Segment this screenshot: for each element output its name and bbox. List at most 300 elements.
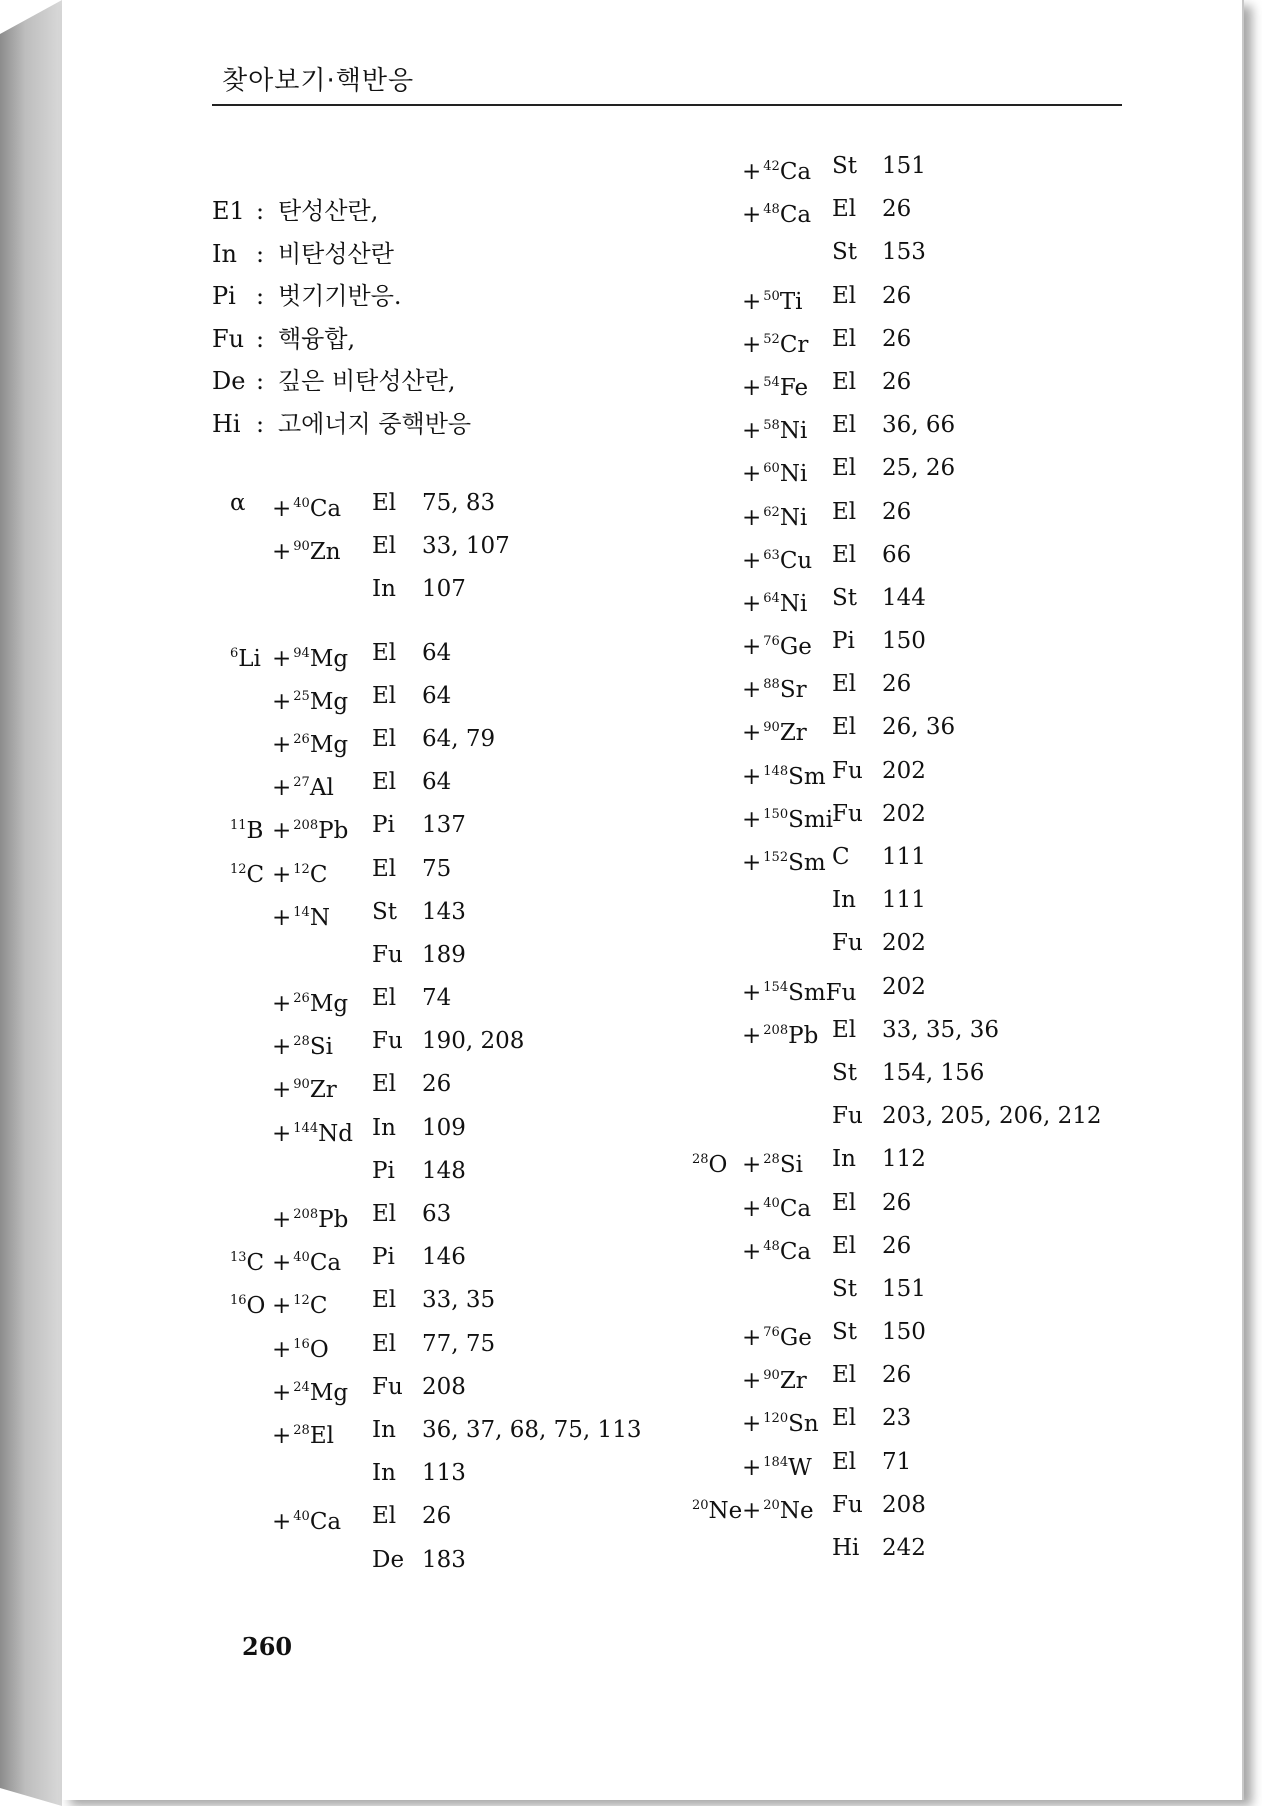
target-symbol: Ne	[779, 1497, 814, 1524]
page-references: 63	[422, 1201, 452, 1227]
plus-sign: +	[272, 1077, 292, 1104]
projectile-nucleus	[692, 1138, 727, 1187]
target-nucleus	[742, 1138, 803, 1187]
target-symbol: Cu	[779, 547, 813, 574]
projectile-symbol: Li	[238, 645, 261, 672]
reaction-type: In	[372, 1460, 396, 1487]
page-references: 151	[882, 1275, 926, 1302]
plus-sign: +	[272, 904, 292, 931]
page-references: 113	[422, 1460, 466, 1487]
plus-sign: +	[742, 504, 762, 531]
page-references: 75	[422, 855, 452, 882]
target-nucleus	[742, 1225, 811, 1274]
projectile-symbol: C	[246, 1250, 265, 1277]
page-references: 148	[422, 1157, 466, 1184]
page-references: 26	[882, 1232, 912, 1259]
legend-code: E1	[212, 197, 245, 225]
reaction-type: C	[832, 844, 850, 870]
target-nucleus	[742, 361, 808, 410]
reaction-type: De	[372, 1546, 405, 1573]
reaction-type: Fu	[372, 1028, 403, 1055]
page-references: 202	[882, 800, 926, 827]
reaction-type: Fu	[832, 1103, 863, 1130]
target-symbol: Al	[309, 775, 334, 802]
target-nucleus	[742, 404, 807, 453]
target-nucleus	[742, 750, 826, 799]
plus-sign: +	[742, 720, 762, 747]
target-mass-number: 150	[763, 806, 789, 822]
target-nucleus	[272, 1063, 337, 1112]
target-nucleus	[742, 1354, 807, 1403]
plus-sign: +	[742, 288, 762, 315]
page-references: 203, 205, 206, 212	[882, 1103, 1102, 1130]
target-mass-number: 40	[293, 496, 310, 511]
target-mass-number: 208	[293, 818, 319, 834]
page-references: 26, 36	[882, 714, 956, 741]
page-references: 109	[422, 1114, 466, 1141]
legend-separator: :	[256, 239, 265, 268]
target-nucleus	[272, 718, 348, 767]
target-symbol: Ni	[779, 461, 808, 488]
target-mass-number: 12	[293, 861, 310, 877]
projectile-mass-number: 6	[230, 645, 239, 661]
plus-sign: +	[742, 763, 762, 790]
book-page	[62, 0, 1244, 1800]
reaction-type: El	[832, 714, 857, 741]
page-references: 208	[422, 1373, 466, 1400]
target-mass-number: 184	[763, 1454, 789, 1470]
target-nucleus	[272, 1107, 353, 1156]
plus-sign: +	[742, 1368, 762, 1395]
reaction-type: St	[372, 898, 397, 925]
plus-sign: +	[742, 979, 762, 1006]
target-nucleus	[742, 1484, 814, 1533]
target-nucleus	[742, 145, 811, 194]
page-references: 107	[422, 576, 466, 603]
plus-sign: +	[742, 1152, 762, 1179]
reaction-type: St	[832, 1319, 857, 1346]
projectile-mass-number: 20	[692, 1497, 709, 1513]
reaction-type: Fu	[832, 1491, 863, 1518]
reaction-type: El	[832, 455, 857, 482]
page-references: 74	[422, 985, 452, 1012]
target-nucleus	[742, 1441, 812, 1490]
target-nucleus	[742, 188, 811, 237]
reaction-type: El	[832, 368, 857, 395]
reaction-type: El	[832, 1362, 857, 1389]
legend-row	[212, 360, 471, 403]
target-nucleus	[742, 577, 807, 626]
plus-sign: +	[742, 1195, 762, 1222]
projectile-symbol: α	[230, 490, 246, 516]
target-mass-number: 64	[763, 590, 780, 606]
target-nucleus	[272, 1279, 327, 1328]
plus-sign: +	[742, 634, 762, 661]
target-mass-number: 152	[763, 850, 789, 865]
reaction-type: El	[372, 490, 397, 516]
legend-description: 핵융합,	[278, 324, 356, 353]
target-symbol: Mg	[309, 731, 349, 758]
target-mass-number: 63	[763, 547, 780, 563]
target-symbol: Ti	[779, 288, 803, 315]
reaction-type: El	[832, 282, 857, 309]
plus-sign: +	[272, 688, 292, 715]
target-nucleus	[742, 491, 807, 540]
plus-sign: +	[272, 1034, 292, 1061]
reaction-type: Pi	[832, 628, 855, 655]
target-symbol: Sm	[788, 763, 826, 790]
target-mass-number: 90	[763, 720, 780, 736]
target-symbol: Zr	[779, 720, 807, 747]
target-symbol: Mg	[309, 991, 349, 1018]
target-nucleus	[272, 1366, 348, 1415]
target-mass-number: 26	[293, 731, 310, 747]
target-symbol: Ca	[779, 202, 812, 229]
target-symbol: Si	[779, 1152, 803, 1179]
page-references: 71	[882, 1448, 912, 1475]
plus-sign: +	[272, 645, 292, 672]
target-mass-number: 16	[293, 1336, 310, 1352]
plus-sign: +	[272, 818, 292, 845]
legend-separator: :	[256, 324, 265, 353]
projectile-symbol: Ne	[708, 1497, 743, 1524]
page-references: 146	[422, 1244, 466, 1271]
target-mass-number: 48	[763, 1238, 780, 1254]
plus-sign: +	[272, 861, 292, 888]
page-references: 26	[882, 671, 912, 698]
target-mass-number: 26	[293, 991, 310, 1007]
page-references: 75, 83	[422, 490, 496, 516]
reaction-type: In	[832, 1146, 856, 1173]
target-symbol: Ca	[309, 1509, 342, 1536]
target-symbol: Zn	[309, 539, 341, 566]
target-mass-number: 24	[293, 1379, 310, 1395]
legend-code: Hi	[212, 409, 241, 438]
target-symbol: Pb	[788, 1022, 819, 1049]
reaction-type: In	[372, 1114, 396, 1141]
target-nucleus	[272, 675, 348, 724]
reaction-type: Fu	[372, 941, 403, 968]
reaction-type: El	[372, 1201, 397, 1227]
target-nucleus	[272, 1236, 341, 1285]
page-references: 64	[422, 682, 452, 709]
page-references: 242	[882, 1535, 926, 1561]
target-mass-number: 40	[293, 1509, 310, 1525]
reaction-type: El	[372, 769, 397, 796]
projectile-nucleus	[692, 1484, 742, 1533]
page-number: 260	[242, 1632, 293, 1661]
reaction-type: El	[372, 725, 397, 752]
projectile-mass-number: 16	[230, 1293, 247, 1309]
legend-row	[212, 190, 471, 233]
reaction-type: El	[372, 855, 397, 882]
page-references: 26	[882, 1362, 912, 1389]
target-mass-number: 90	[763, 1368, 780, 1384]
page-references: 137	[422, 812, 466, 839]
plus-sign: +	[742, 1411, 762, 1438]
projectile-nucleus	[230, 482, 246, 525]
target-symbol: Si	[309, 1034, 333, 1061]
plus-sign: +	[742, 1497, 762, 1524]
plus-sign: +	[272, 775, 292, 802]
target-nucleus	[742, 534, 812, 583]
target-mass-number: 28	[293, 1034, 310, 1050]
reaction-type: El	[372, 1503, 397, 1530]
legend-code: Fu	[212, 324, 245, 353]
target-nucleus	[272, 1020, 333, 1069]
target-symbol: Zr	[779, 1368, 807, 1395]
reaction-type: El	[832, 412, 857, 439]
reaction-type: El	[832, 1189, 857, 1216]
target-nucleus	[742, 275, 803, 324]
book-edge	[0, 0, 62, 1806]
target-nucleus	[742, 706, 807, 755]
plus-sign: +	[272, 1293, 292, 1320]
reaction-type: El	[832, 671, 857, 698]
page-references: 25, 26	[882, 455, 956, 482]
target-mass-number: 52	[763, 331, 780, 347]
page-references: 33, 35, 36	[882, 1016, 1000, 1043]
reaction-type: El	[372, 1330, 397, 1357]
target-symbol: C	[309, 861, 328, 888]
projectile-mass-number: 11	[230, 818, 247, 834]
target-mass-number: 14	[293, 904, 310, 920]
target-mass-number: 76	[763, 1325, 780, 1341]
reaction-type: El	[832, 196, 857, 223]
plus-sign: +	[742, 547, 762, 574]
plus-sign: +	[742, 1238, 762, 1265]
legend-description: 벗기기반응.	[278, 282, 402, 310]
page-references: 151	[882, 153, 926, 179]
page-references: 150	[882, 1319, 926, 1346]
target-nucleus	[272, 977, 348, 1026]
reaction-type: El	[832, 1405, 857, 1432]
target-nucleus	[742, 663, 807, 712]
reaction-type: El	[832, 1232, 857, 1259]
page-references: 26	[882, 368, 912, 395]
target-symbol: Fe	[779, 374, 809, 401]
target-mass-number: 27	[293, 775, 310, 791]
page-references: 33, 35	[422, 1287, 496, 1314]
reaction-type: El	[372, 682, 397, 709]
reaction-type: Fu	[372, 1373, 403, 1400]
target-nucleus	[272, 848, 327, 897]
page-references: 77, 75	[422, 1330, 496, 1357]
page-references: 64	[422, 639, 452, 666]
reaction-type: El	[832, 325, 857, 352]
reaction-type: El	[372, 639, 397, 666]
target-mass-number: 40	[293, 1250, 310, 1266]
page-references: 202	[882, 973, 926, 1000]
page-references: 190, 208	[422, 1028, 525, 1055]
target-nucleus	[272, 1323, 329, 1372]
target-symbol: SmFu	[788, 979, 857, 1006]
target-symbol: Ca	[309, 496, 342, 522]
target-symbol: Mg	[309, 1379, 349, 1406]
page-references: 26	[882, 1189, 912, 1216]
legend	[212, 190, 471, 445]
page-references: 202	[882, 757, 926, 784]
plus-sign: +	[272, 1379, 292, 1406]
projectile-symbol: C	[246, 861, 265, 888]
page-references: 189	[422, 941, 466, 968]
target-symbol: Cr	[779, 331, 809, 358]
target-mass-number: 50	[763, 288, 780, 304]
plus-sign: +	[742, 677, 762, 704]
target-symbol: Ni	[779, 590, 808, 617]
target-symbol: Smi	[788, 806, 834, 833]
plus-sign: +	[742, 1454, 762, 1481]
target-mass-number: 40	[763, 1195, 780, 1211]
target-mass-number: 144	[293, 1120, 319, 1136]
plus-sign: +	[742, 590, 762, 617]
reaction-type: St	[832, 239, 857, 266]
target-nucleus	[272, 1495, 341, 1544]
plus-sign: +	[272, 1422, 292, 1449]
header-rule	[212, 104, 1122, 106]
target-nucleus	[272, 891, 330, 940]
page-references: 154, 156	[882, 1059, 985, 1086]
target-symbol: Ca	[779, 1195, 812, 1222]
legend-row	[212, 318, 471, 361]
target-symbol: Ni	[779, 504, 808, 531]
plus-sign: +	[272, 1336, 292, 1363]
target-mass-number: 88	[763, 677, 780, 693]
target-symbol: C	[309, 1293, 328, 1320]
reaction-type: St	[832, 1059, 857, 1086]
page-references: 36, 66	[882, 412, 956, 439]
target-mass-number: 154	[763, 979, 789, 995]
target-mass-number: 90	[293, 1077, 310, 1093]
plus-sign: +	[742, 331, 762, 358]
plus-sign: +	[272, 1509, 292, 1536]
plus-sign: +	[272, 731, 292, 758]
reaction-type: Hi	[832, 1535, 860, 1561]
legend-code: Pi	[212, 282, 236, 310]
projectile-nucleus	[230, 1279, 265, 1328]
projectile-mass-number: 28	[692, 1152, 709, 1168]
target-symbol: El	[309, 1422, 334, 1449]
reaction-type: St	[832, 153, 857, 179]
legend-description: 고에너지 중핵반응	[278, 409, 472, 438]
page-references: 153	[882, 239, 926, 266]
reaction-type: Pi	[372, 1157, 395, 1184]
target-mass-number: 62	[763, 504, 780, 520]
reaction-type: St	[832, 1275, 857, 1302]
legend-code: De	[212, 367, 246, 395]
target-symbol: Sr	[779, 677, 807, 704]
target-symbol: Ge	[779, 1325, 812, 1352]
projectile-nucleus	[230, 1236, 264, 1285]
reaction-type: Pi	[372, 1244, 395, 1271]
reaction-type: El	[832, 541, 857, 568]
plus-sign: +	[742, 374, 762, 401]
page-references: 26	[882, 325, 912, 352]
target-mass-number: 60	[763, 461, 780, 477]
target-mass-number: 28	[293, 1422, 310, 1438]
projectile-mass-number: 12	[230, 861, 247, 877]
page-references: 26	[882, 498, 912, 525]
plus-sign: +	[742, 418, 762, 445]
target-nucleus	[742, 318, 808, 367]
target-nucleus	[272, 632, 348, 681]
plus-sign: +	[742, 461, 762, 488]
target-nucleus	[742, 1009, 818, 1058]
page-references: 64	[422, 769, 452, 796]
legend-separator: :	[256, 197, 265, 225]
target-symbol: W	[788, 1454, 812, 1481]
legend-row	[212, 275, 471, 318]
projectile-mass-number: 13	[230, 1250, 247, 1266]
target-symbol: Ni	[779, 418, 808, 445]
target-symbol: Ca	[309, 1250, 342, 1277]
plus-sign: +	[742, 1022, 762, 1049]
target-nucleus	[742, 966, 856, 1015]
projectile-symbol: O	[246, 1293, 266, 1320]
page-references: 26	[882, 196, 912, 223]
target-nucleus	[272, 761, 334, 810]
legend-code: In	[212, 239, 237, 268]
page-header-title: 찾아보기·핵반응	[222, 66, 415, 96]
target-nucleus	[272, 804, 348, 853]
legend-description: 탄성산란,	[278, 197, 379, 225]
target-symbol: Ca	[779, 1238, 812, 1265]
target-mass-number: 94	[293, 645, 310, 661]
target-nucleus	[272, 525, 341, 574]
plus-sign: +	[272, 496, 292, 522]
legend-separator: :	[256, 367, 265, 395]
target-symbol: Pb	[318, 818, 349, 845]
page-references: 150	[882, 628, 926, 655]
projectile-nucleus	[230, 804, 263, 853]
page-references: 143	[422, 898, 466, 925]
target-mass-number: 25	[293, 688, 310, 704]
plus-sign: +	[742, 159, 762, 185]
projectile-nucleus	[230, 848, 264, 897]
plus-sign: +	[272, 539, 292, 566]
reaction-type: Fu	[832, 800, 863, 827]
plus-sign: +	[272, 1120, 292, 1147]
reaction-type: In	[832, 887, 856, 914]
page-references: 111	[882, 887, 926, 914]
legend-row	[212, 233, 471, 276]
target-mass-number: 90	[293, 539, 310, 555]
target-nucleus	[742, 620, 812, 669]
target-nucleus	[742, 447, 807, 496]
target-mass-number: 120	[763, 1411, 789, 1427]
reaction-type: In	[372, 576, 396, 603]
page-references: 208	[882, 1491, 926, 1518]
target-symbol: O	[309, 1336, 329, 1363]
plus-sign: +	[742, 1325, 762, 1352]
page-references: 144	[882, 584, 926, 611]
target-nucleus	[742, 836, 826, 885]
reaction-type: Fu	[832, 757, 863, 784]
reaction-type: El	[372, 1287, 397, 1314]
page-references: 202	[882, 930, 926, 957]
target-symbol: Mg	[309, 688, 349, 715]
target-nucleus	[742, 1397, 819, 1446]
target-symbol: Ca	[779, 159, 812, 185]
reaction-type: St	[832, 584, 857, 611]
reaction-type: El	[832, 1448, 857, 1475]
plus-sign: +	[272, 1207, 292, 1233]
target-mass-number: 28	[763, 1152, 780, 1168]
reaction-type: Fu	[832, 930, 863, 957]
reaction-type: El	[372, 985, 397, 1012]
target-mass-number: 58	[763, 418, 780, 434]
projectile-nucleus	[230, 632, 261, 681]
